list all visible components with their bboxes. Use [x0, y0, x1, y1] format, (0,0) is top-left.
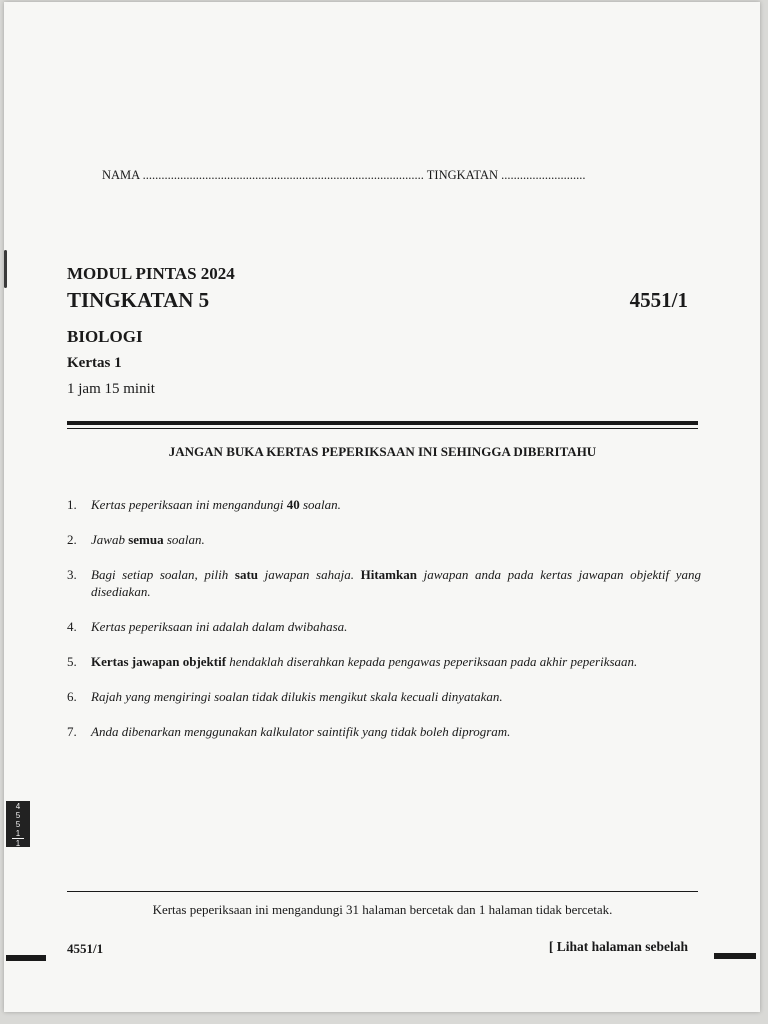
binding-mark: [4, 250, 7, 288]
instruction-list: [67, 496, 701, 740]
side-code-tab: 4 5 5 1 1: [6, 801, 30, 847]
subject-title: BIOLOGI: [67, 327, 143, 346]
nama-dots: ..........................................................................................: [142, 168, 424, 182]
footer-paper-code: 4551/1: [67, 941, 104, 956]
paper-number: Kertas 1: [67, 355, 122, 371]
next-page-note: [ Lihat halaman sebelah: [548, 939, 688, 954]
registration-mark-right: [714, 953, 756, 959]
duration: 1 jam 15 minit: [67, 381, 155, 397]
warning-text: JANGAN BUKA KERTAS PEPERIKSAAN INI SEHINGGA DIBERITAHU: [168, 444, 597, 459]
instruction-item: 3. Bagi setiap soalan, pilih satu jawapan sahaja. Hitamkan jawapan anda pada kertas jawapan objektif yang disediakan.: [67, 567, 701, 599]
instruction-item: 6. Rajah yang mengiringi soalan tidak dilukis mengikut skala kecuali dinyatakan.: [67, 689, 503, 704]
exam-cover-page: [4, 2, 760, 1012]
instruction-item: 2. Jawab semua soalan.: [67, 532, 205, 547]
registration-mark-left: [6, 955, 46, 961]
tingkatan-label: TINGKATAN: [426, 168, 499, 182]
divider-thick: [67, 421, 698, 425]
candidate-info-line: [102, 168, 586, 183]
footer-divider: [67, 891, 698, 892]
instruction-item: 4. Kertas peperiksaan ini adalah dalam dwibahasa.: [67, 619, 348, 634]
instruction-item: 1. Kertas peperiksaan ini mengandungi 40 soalan.: [67, 497, 341, 512]
divider-thin: [67, 428, 698, 429]
module-title: MODUL PINTAS 2024: [67, 264, 235, 283]
form-level: TINGKATAN 5: [67, 288, 210, 312]
nama-label: NAMA: [102, 168, 140, 182]
paper-code: 4551/1: [629, 288, 688, 312]
instruction-item: 7. Anda dibenarkan menggunakan kalkulator saintifik yang tidak boleh diprogram.: [67, 724, 511, 739]
tingkatan-dots: ...........................: [501, 168, 586, 182]
instruction-item: 5. Kertas jawapan objektif hendaklah diserahkan kepada pengawas peperiksaan pada akhir peperiksaan.: [67, 654, 638, 669]
page-count-note: Kertas peperiksaan ini mengandungi 31 halaman bercetak dan 1 halaman tidak bercetak.: [152, 902, 613, 917]
